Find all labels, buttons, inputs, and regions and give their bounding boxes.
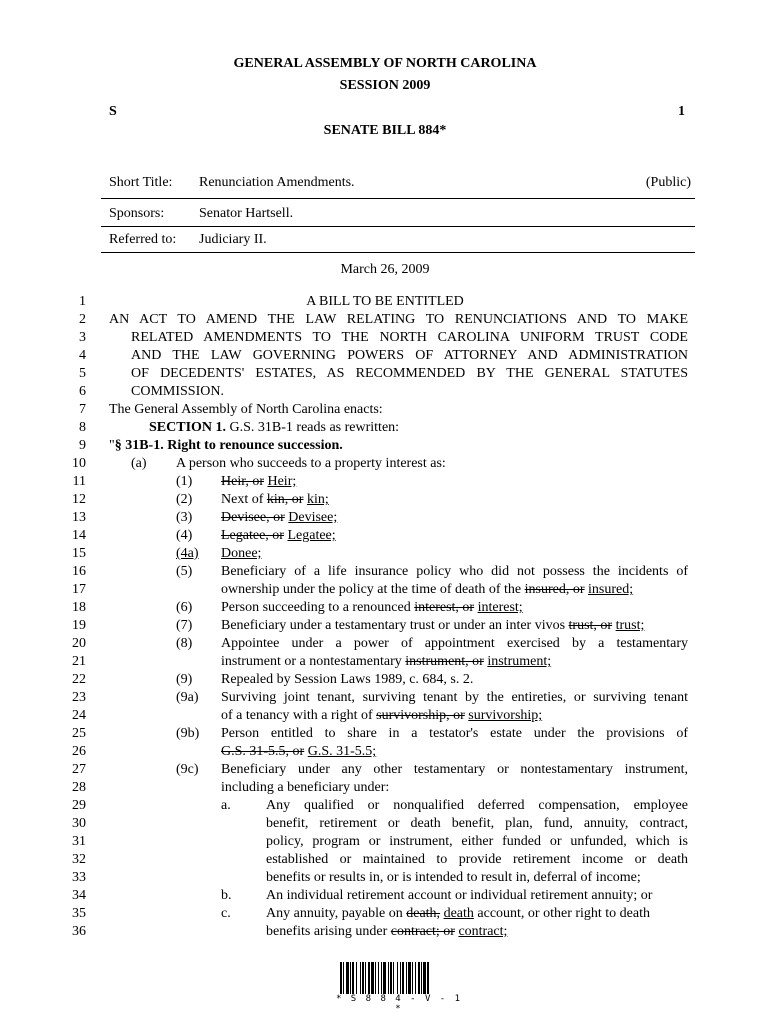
line-number: 18 bbox=[72, 600, 86, 615]
barcode-bar bbox=[390, 962, 392, 994]
section-text: G.S. 31B-1 reads as rewritten: bbox=[229, 420, 400, 435]
line-number: 1 bbox=[79, 294, 86, 309]
line-number: 28 bbox=[72, 780, 86, 795]
line-number: 16 bbox=[72, 564, 86, 579]
item-num: (9b) bbox=[176, 726, 200, 741]
line-number: 22 bbox=[72, 672, 86, 687]
subitem-letter: c. bbox=[221, 906, 231, 921]
subitem-text: benefits arising under contract; or contract; bbox=[266, 924, 508, 939]
act-title-line: RELATED AMENDMENTS TO THE NORTH CAROLINA UNIFORM TRUST CODE bbox=[131, 330, 688, 345]
item-num: (8) bbox=[176, 636, 193, 651]
item-text: Legatee, or Legatee; bbox=[221, 528, 336, 543]
item-text: Beneficiary of a life insurance policy who did not possess the incidents of bbox=[221, 564, 688, 579]
subitem-text: Any annuity, payable on death, death account, or other right to death bbox=[266, 906, 650, 921]
short-title-value: Renunciation Amendments. bbox=[199, 175, 355, 190]
subsection-num: (a) bbox=[131, 456, 147, 471]
item-text: Beneficiary under any other testamentary or nontestamentary instrument, bbox=[221, 762, 688, 777]
barcode-label: * S 8 8 4 - V - 1 * bbox=[335, 994, 463, 1014]
barcode-bar bbox=[402, 962, 404, 994]
barcode-bar bbox=[356, 962, 357, 994]
item-text: G.S. 31-5.5, or G.S. 31-5.5; bbox=[221, 744, 377, 759]
line-number: 3 bbox=[79, 330, 86, 345]
barcode-bar bbox=[388, 962, 389, 994]
barcode-bar bbox=[343, 962, 344, 994]
barcode-bar bbox=[378, 962, 379, 994]
session-title: SESSION 2009 bbox=[339, 78, 431, 93]
line-number: 5 bbox=[79, 366, 86, 381]
barcode-bar bbox=[362, 962, 364, 994]
item-num: (4) bbox=[176, 528, 193, 543]
line-number: 35 bbox=[72, 906, 86, 921]
barcode-bar bbox=[421, 962, 422, 994]
item-num: (2) bbox=[176, 492, 193, 507]
subitem-letter: a. bbox=[221, 798, 231, 813]
item-num: (9) bbox=[176, 672, 193, 687]
divider bbox=[101, 198, 695, 199]
line-number: 14 bbox=[72, 528, 86, 543]
barcode-bar bbox=[365, 962, 366, 994]
sponsors-row bbox=[109, 206, 691, 224]
line-number: 17 bbox=[72, 582, 86, 597]
barcode-bar bbox=[350, 962, 351, 994]
item-text: Surviving joint tenant, surviving tenant by the entireties, or surviving tenant bbox=[221, 690, 688, 705]
act-title-line: AN ACT TO AMEND THE LAW RELATING TO RENUNCIATIONS AND TO MAKE bbox=[109, 312, 688, 327]
line-number: 4 bbox=[79, 348, 86, 363]
item-text: ownership under the policy at the time of death of the insured, or insured; bbox=[221, 582, 634, 597]
line-number: 26 bbox=[72, 744, 86, 759]
referred-row bbox=[109, 232, 691, 250]
item-num: (4a) bbox=[176, 546, 199, 561]
line-number: 30 bbox=[72, 816, 86, 831]
assembly-title: GENERAL ASSEMBLY OF NORTH CAROLINA bbox=[233, 56, 537, 71]
barcode-bar bbox=[423, 962, 426, 994]
item-text: including a beneficiary under: bbox=[221, 780, 390, 795]
barcode-bar bbox=[393, 962, 394, 994]
item-num: (1) bbox=[176, 474, 193, 489]
barcode-bar bbox=[381, 962, 382, 994]
subitem-text: Any qualified or nonqualified deferred compensation, employee bbox=[266, 798, 688, 813]
barcode-bar bbox=[352, 962, 354, 994]
statute-title: § 31B-1. Right to renounce succession. bbox=[114, 438, 343, 453]
line-number: 23 bbox=[72, 690, 86, 705]
referred-value: Judiciary II. bbox=[199, 232, 267, 247]
item-num: (5) bbox=[176, 564, 193, 579]
line-number: 7 bbox=[79, 402, 86, 417]
line-number: 8 bbox=[79, 420, 86, 435]
barcode bbox=[340, 962, 458, 994]
line-number: 6 bbox=[79, 384, 86, 399]
item-text: Person entitled to share in a testator's estate under the provisions of bbox=[221, 726, 688, 741]
barcode-bar bbox=[406, 962, 407, 994]
line-number: 12 bbox=[72, 492, 86, 507]
barcode-bar bbox=[415, 962, 416, 994]
item-num: (7) bbox=[176, 618, 193, 633]
subitem-text: An individual retirement account or individual retirement annuity; or bbox=[266, 888, 653, 903]
barcode-bar bbox=[375, 962, 376, 994]
item-num: (9c) bbox=[176, 762, 199, 777]
barcode-bar bbox=[408, 962, 411, 994]
item-text: Devisee, or Devisee; bbox=[221, 510, 338, 525]
short-title-label: Short Title: bbox=[109, 175, 173, 190]
item-num: (6) bbox=[176, 600, 193, 615]
subitem-letter: b. bbox=[221, 888, 232, 903]
item-text: of a tenancy with a right of survivorship, or survivorship; bbox=[221, 708, 543, 723]
item-text: Appointee under a power of appointment exercised by a testamentary bbox=[221, 636, 688, 651]
line-number: 21 bbox=[72, 654, 86, 669]
line-number: 32 bbox=[72, 852, 86, 867]
bill-title: SENATE BILL 884* bbox=[323, 123, 447, 138]
barcode-bar bbox=[383, 962, 386, 994]
line-number: 25 bbox=[72, 726, 86, 741]
line-number: 31 bbox=[72, 834, 86, 849]
line-number: 10 bbox=[72, 456, 86, 471]
barcode-bar bbox=[418, 962, 420, 994]
bill-entitled: A BILL TO BE ENTITLED bbox=[306, 294, 464, 309]
line-number: 13 bbox=[72, 510, 86, 525]
barcode-bar bbox=[346, 962, 349, 994]
divider bbox=[101, 226, 695, 227]
line-number: 2 bbox=[79, 312, 86, 327]
barcode-bar bbox=[360, 962, 361, 994]
subitem-text: policy, program or instrument, either funded or unfunded, which is bbox=[266, 834, 688, 849]
section-label: SECTION 1. bbox=[149, 420, 227, 435]
chamber-letter: S bbox=[109, 104, 117, 119]
line-number: 34 bbox=[72, 888, 86, 903]
line-number: 11 bbox=[72, 474, 86, 489]
item-num: (3) bbox=[176, 510, 193, 525]
item-text: Heir, or Heir; bbox=[221, 474, 297, 489]
short-title-row bbox=[109, 175, 691, 193]
barcode-bar bbox=[412, 962, 413, 994]
bill-date: March 26, 2009 bbox=[340, 262, 430, 277]
line-number: 15 bbox=[72, 546, 86, 561]
item-text: Donee; bbox=[221, 546, 262, 561]
barcode-bar bbox=[397, 962, 398, 994]
line-number: 27 bbox=[72, 762, 86, 777]
line-number: 9 bbox=[79, 438, 86, 453]
subsection-text: A person who succeeds to a property interest as: bbox=[176, 456, 446, 471]
act-title-line: OF DECEDENTS' ESTATES, AS RECOMMENDED BY THE GENERAL STATUTES bbox=[131, 366, 688, 381]
line-number: 20 bbox=[72, 636, 86, 651]
sponsors-label: Sponsors: bbox=[109, 206, 165, 221]
item-text: Beneficiary under a testamentary trust or under an inter vivos trust, or trust; bbox=[221, 618, 645, 633]
section-heading bbox=[149, 419, 399, 437]
line-number: 24 bbox=[72, 708, 86, 723]
line-number: 29 bbox=[72, 798, 86, 813]
barcode-bar bbox=[427, 962, 429, 994]
item-num: (9a) bbox=[176, 690, 199, 705]
sponsors-value: Senator Hartsell. bbox=[199, 206, 294, 221]
subitem-text: established or maintained to provide retirement income or death bbox=[266, 852, 688, 867]
line-number: 19 bbox=[72, 618, 86, 633]
barcode-bar bbox=[400, 962, 401, 994]
item-text: Next of kin, or kin; bbox=[221, 492, 329, 507]
item-text: Repealed by Session Laws 1989, c. 684, s. 2. bbox=[221, 672, 474, 687]
barcode-bar bbox=[371, 962, 374, 994]
version-number: 1 bbox=[678, 104, 685, 119]
statute-heading: "§ 31B-1. Right to renounce succession. bbox=[109, 438, 343, 453]
line-number: 36 bbox=[72, 924, 86, 939]
item-text: Person succeeding to a renounced interest, or interest; bbox=[221, 600, 523, 615]
public-label: (Public) bbox=[645, 175, 691, 190]
line-number: 33 bbox=[72, 870, 86, 885]
referred-label: Referred to: bbox=[109, 232, 177, 247]
barcode-bar bbox=[368, 962, 370, 994]
act-title-line: AND THE LAW GOVERNING POWERS OF ATTORNEY AND ADMINISTRATION bbox=[131, 348, 688, 363]
subitem-text: benefits or results in, or is intended to result in, deferral of income; bbox=[266, 870, 641, 885]
act-title-line: COMMISSION. bbox=[131, 384, 224, 399]
enacting-clause: The General Assembly of North Carolina enacts: bbox=[109, 402, 383, 417]
divider bbox=[101, 252, 695, 253]
item-text: instrument or a nontestamentary instrument, or instrument; bbox=[221, 654, 552, 669]
barcode-bar bbox=[340, 962, 342, 994]
subitem-text: benefit, retirement or death benefit, plan, fund, annuity, contract, bbox=[266, 816, 688, 831]
